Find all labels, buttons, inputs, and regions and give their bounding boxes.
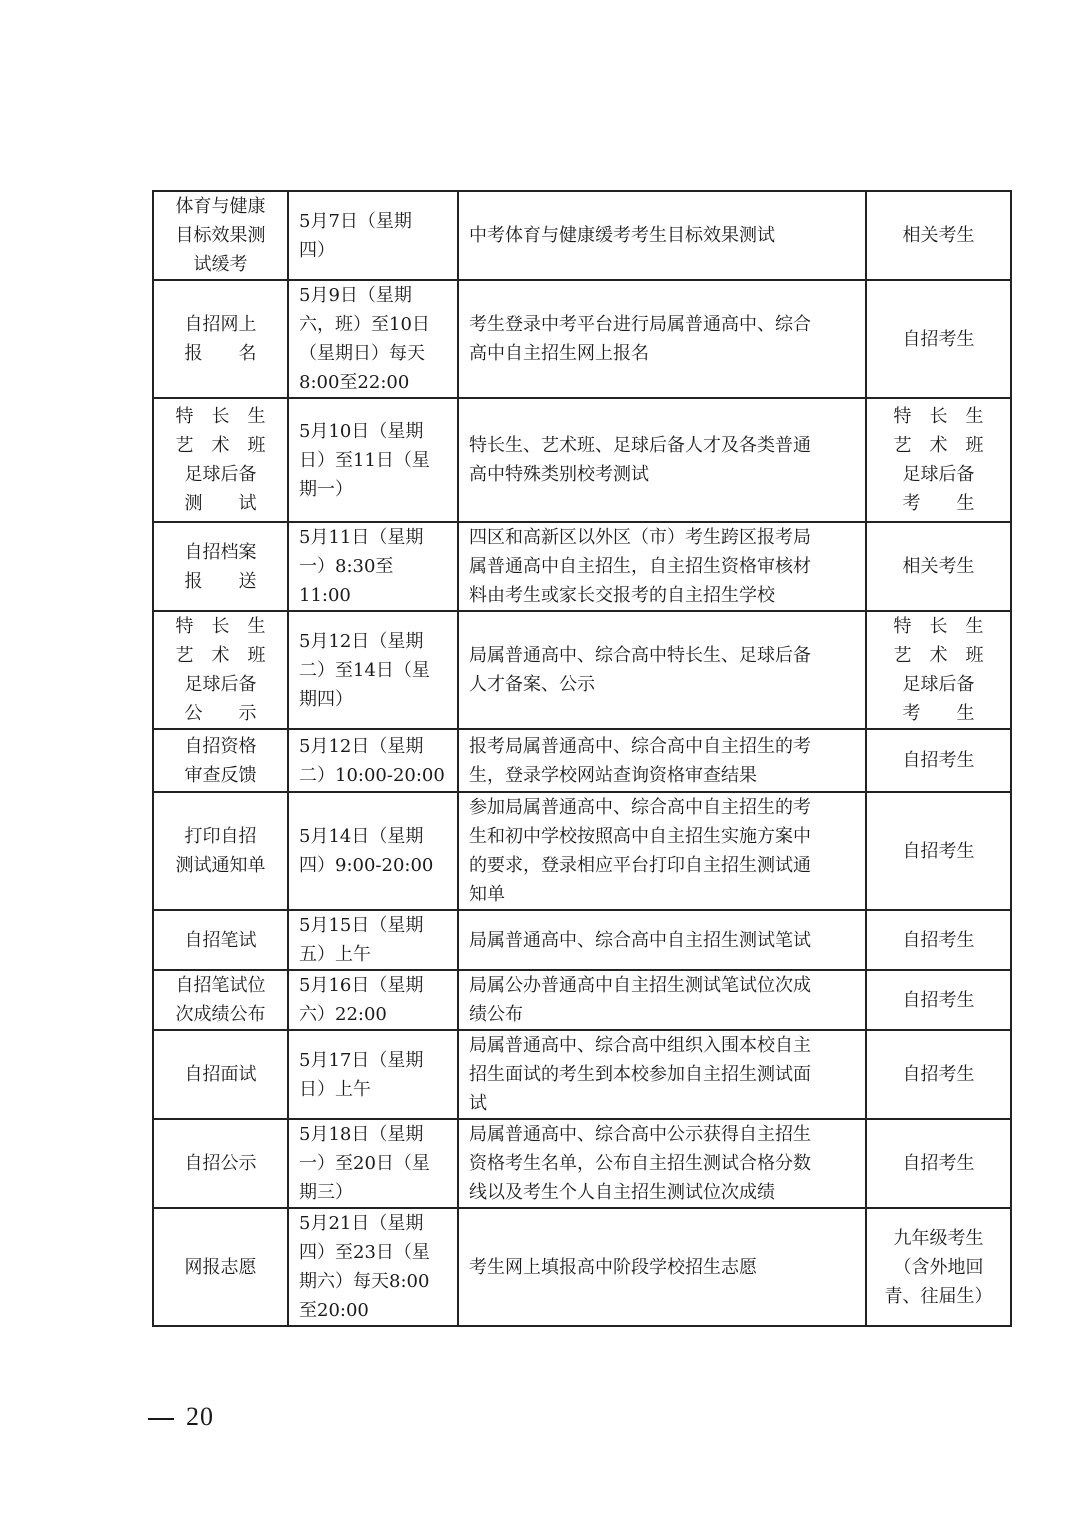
- table-row: [153, 1030, 1011, 1119]
- time-cell: [288, 910, 458, 970]
- description-cell: [458, 1119, 866, 1208]
- description-cell-text: 局属普通高中、综合高中公示获得自主招生 资格考生名单，公布自主招生测试合格分数 线以及考生个人自主招生测试位次成绩: [469, 1124, 811, 1203]
- table-row: [153, 1119, 1011, 1208]
- target-cell-text: 自招考生: [902, 750, 975, 771]
- event-cell-text: 自招网上 报 名: [184, 314, 257, 364]
- time-cell-text: 5月15日（星期 五）上午: [299, 915, 424, 965]
- time-cell-text: 5月18日（星期 一）至20日（星 期三）: [299, 1124, 430, 1203]
- description-cell-text: 考生网上填报高中阶段学校招生志愿: [469, 1256, 757, 1278]
- table-row: [153, 729, 1011, 792]
- event-cell-text: 自招资格 审查反馈: [184, 735, 257, 786]
- description-cell: [458, 1208, 866, 1326]
- description-cell-text: 特长生、艺术班、足球后备人才及各类普通 高中特殊类别校考测试: [469, 435, 811, 485]
- time-cell: [288, 1208, 458, 1326]
- description-cell: [458, 729, 866, 792]
- target-cell-text: 相关考生: [902, 225, 975, 246]
- description-cell: [458, 280, 866, 398]
- schedule-table-body: [153, 191, 1011, 1326]
- time-cell-text: 5月11日（星期 一）8:30至 11:00: [299, 527, 424, 606]
- target-cell: [866, 611, 1011, 729]
- event-cell: [153, 910, 288, 970]
- time-cell-text: 5月10日（星期 日）至11日（星 期一）: [299, 420, 430, 500]
- description-cell: [458, 191, 866, 280]
- time-cell-text: 5月12日（星期 二）至14日（星 期四）: [299, 630, 430, 710]
- event-cell: [153, 1208, 288, 1326]
- event-cell: [153, 792, 288, 910]
- target-cell-text: 自招考生: [902, 929, 975, 951]
- target-cell-text: 自招考生: [902, 989, 975, 1011]
- target-cell: [866, 522, 1011, 611]
- description-cell-text: 四区和高新区以外区（市）考生跨区报考局 属普通高中自主招生，自主招生资格审核材 料由考生或家长交报考的自主招生学校: [469, 527, 811, 606]
- target-cell: [866, 1030, 1011, 1119]
- event-cell-text: 网报志愿: [184, 1256, 257, 1278]
- event-cell: [153, 729, 288, 792]
- description-cell-text: 局属普通高中、综合高中特长生、足球后备 人才备案、公示: [469, 645, 811, 695]
- time-cell-text: 5月9日（星期 六，班）至10日 （星期日）每天 8:00至22:00: [299, 285, 430, 393]
- target-cell-text: 九年级考生 （含外地回 青、往届生）: [884, 1227, 993, 1307]
- description-cell-text: 参加局属普通高中、综合高中自主招生的考 生和初中学校按照高中自主招生实施方案中 的要求，登录相应平台打印自主招生测试通 知单: [469, 797, 811, 905]
- target-cell-text: 相关考生: [902, 556, 975, 577]
- description-cell-text: 局属普通高中、综合高中自主招生测试笔试: [469, 929, 811, 951]
- event-cell: [153, 522, 288, 611]
- event-cell-text: 特 长 生 艺 术 班 足球后备 测 试: [175, 406, 266, 514]
- description-cell: [458, 398, 866, 522]
- event-cell: [153, 398, 288, 522]
- time-cell: [288, 611, 458, 729]
- description-cell-text: 局属普通高中、综合高中组织入围本校自主 招生面试的考生到本校参加自主招生测试面 试: [469, 1035, 811, 1114]
- target-cell-text: 自招考生: [902, 1153, 975, 1174]
- description-cell: [458, 522, 866, 611]
- time-cell: [288, 522, 458, 611]
- time-cell: [288, 970, 458, 1030]
- table-row: [153, 970, 1011, 1030]
- target-cell: [866, 729, 1011, 792]
- event-cell: [153, 970, 288, 1030]
- event-cell-text: 打印自招 测试通知单: [175, 826, 266, 876]
- target-cell: [866, 191, 1011, 280]
- event-cell-text: 自招笔试: [184, 929, 257, 951]
- time-cell: [288, 280, 458, 398]
- event-cell-text: 体育与健康 目标效果测 试缓考: [175, 196, 266, 275]
- time-cell-text: 5月16日（星期 六）22:00: [299, 975, 424, 1025]
- page-footer: [148, 1402, 214, 1432]
- time-cell-text: 5月17日（星期 日）上午: [299, 1049, 424, 1100]
- description-cell-text: 中考体育与健康缓考考生目标效果测试: [469, 225, 775, 246]
- time-cell: [288, 1030, 458, 1119]
- event-cell: [153, 1119, 288, 1208]
- table-row: [153, 792, 1011, 910]
- description-cell-text: 报考局属普通高中、综合高中自主招生的考 生，登录学校网站查询资格审查结果: [469, 735, 811, 786]
- event-cell: [153, 191, 288, 280]
- target-cell: [866, 792, 1011, 910]
- target-cell: [866, 910, 1011, 970]
- table-row: [153, 910, 1011, 970]
- target-cell: [866, 1208, 1011, 1326]
- time-cell: [288, 792, 458, 910]
- target-cell-text: 特 长 生 艺 术 班 足球后备 考 生: [893, 616, 984, 724]
- description-cell: [458, 792, 866, 910]
- time-cell-text: 5月12日（星期 二）10:00-20:00: [299, 735, 445, 786]
- target-cell-text: 自招考生: [902, 1064, 975, 1085]
- table-row: [153, 398, 1011, 522]
- target-cell-text: 自招考生: [902, 328, 975, 350]
- table-row: [153, 611, 1011, 729]
- schedule-table: [152, 190, 1012, 1327]
- time-cell: [288, 398, 458, 522]
- page-number: 20: [186, 1402, 214, 1431]
- target-cell: [866, 398, 1011, 522]
- description-cell: [458, 611, 866, 729]
- target-cell: [866, 970, 1011, 1030]
- event-cell-text: 特 长 生 艺 术 班 足球后备 公 示: [175, 616, 266, 724]
- target-cell-text: 自招考生: [902, 840, 975, 862]
- description-cell: [458, 1030, 866, 1119]
- table-row: [153, 522, 1011, 611]
- event-cell: [153, 280, 288, 398]
- time-cell-text: 5月7日（星期 四）: [299, 210, 412, 261]
- target-cell: [866, 1119, 1011, 1208]
- table-row: [153, 191, 1011, 280]
- target-cell-text: 特 长 生 艺 术 班 足球后备 考 生: [893, 406, 984, 514]
- event-cell-text: 自招笔试位 次成绩公布: [175, 975, 266, 1025]
- description-cell-text: 局属公办普通高中自主招生测试笔试位次成 绩公布: [469, 975, 811, 1025]
- time-cell: [288, 729, 458, 792]
- time-cell: [288, 191, 458, 280]
- description-cell: [458, 970, 866, 1030]
- footer-dash: [148, 1418, 174, 1420]
- target-cell: [866, 280, 1011, 398]
- time-cell: [288, 1119, 458, 1208]
- description-cell: [458, 910, 866, 970]
- description-cell-text: 考生登录中考平台进行局属普通高中、综合 高中自主招生网上报名: [469, 314, 811, 364]
- table-row: [153, 1208, 1011, 1326]
- event-cell-text: 自招公示: [184, 1153, 257, 1174]
- event-cell: [153, 1030, 288, 1119]
- event-cell-text: 自招档案 报 送: [184, 541, 257, 592]
- event-cell: [153, 611, 288, 729]
- event-cell-text: 自招面试: [184, 1064, 257, 1085]
- table-row: [153, 280, 1011, 398]
- time-cell-text: 5月21日（星期 四）至23日（星 期六）每天8:00 至20:00: [299, 1213, 430, 1321]
- time-cell-text: 5月14日（星期 四）9:00-20:00: [299, 826, 434, 876]
